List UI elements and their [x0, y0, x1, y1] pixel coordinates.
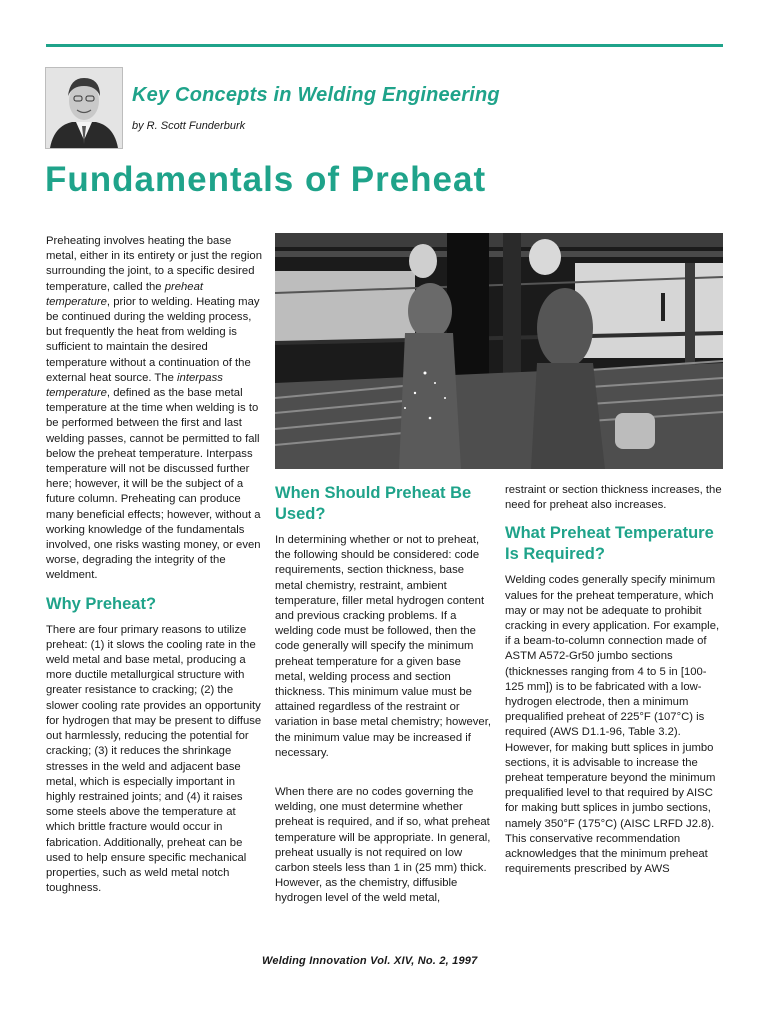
- term-interpass-temperature: interpass temperature: [46, 371, 223, 400]
- what-paragraph: Welding codes generally specify minimum values for the preheat temperature, which may or may not be adequate to prohibit cracking in every application. For example, if a beam-to-column connection made of ASTM A572-Gr50 jumbo sections (thicknesses ranging from 4 to 5 in [100-125 mm]) is to be fabricated with a low-hydrogen electrode, then a minimum prequalified preheat of 225°F (107°C) is required (AWS D1.1-96, Table 3.2). However, for making butt splices in jumbo sections, it is advisable to increase the preheat temperature beyond the minimum prequalified level to that required by AISC for making butt splices in jumbo sections, namely 350°F (175°C) (AISC LRFD J2.8). This conservative recommendation acknowledges that the minimum preheat requirements prescribed by AWS: [505, 574, 720, 876]
- when-paragraph-1: In determining whether or not to preheat, the following should be considered: code requirements, section thickness, base metal chemistry, restraint, ambient temperature, filler metal hydrogen content and previous cracking problems. If a welding code must be followed, then the code generally will specify the minimum preheat temperature for a given base metal, welding process and section thickness. This minimum value must be attained regardless of the restraint or variation in base metal chemistry; however, the minimum value may be increased if necessary.: [275, 534, 491, 759]
- column-1: [46, 234, 264, 896]
- column-2: [275, 483, 494, 907]
- when-paragraph-2: When there are no codes governing the welding, one must determine whether preheat is required, and if so, what preheat temperature will be appropriate. In general, preheat usually is not required on low carbon steels less than 1 in (25 mm) thick. However, as the chemistry, diffusible hydrogen level of the weld metal,: [275, 786, 491, 905]
- intro-text: Preheating involves heating the base metal, either in its entirety or just the region surrounding the joint, to a specific desired temperature, called the: [46, 235, 262, 293]
- author-photo: [45, 67, 123, 149]
- top-rule: [46, 44, 723, 47]
- heading-why-preheat: Why Preheat?: [46, 594, 157, 613]
- footer-citation: Welding Innovation Vol. XIV, No. 2, 1997: [262, 955, 478, 967]
- term-preheat-temperature: preheat temperature: [46, 280, 204, 308]
- continued-paragraph: restraint or section thickness increases, the need for preheat also increases.: [505, 484, 722, 512]
- byline: by R. Scott Funderburk: [132, 120, 246, 132]
- page-title: Fundamentals of Preheat: [45, 160, 487, 199]
- welders-photo: [275, 233, 723, 469]
- why-paragraph: There are four primary reasons to utilize preheat: (1) it slows the cooling rate in the weld metal and base metal, producing a more ductile metallurgical structure with greater resistance to cracking; (2) the slower cooling rate provides an opportunity for hydrogen that may be present to diffuse out harmlessly, reducing the potential for cracking; (3) it reduces the shrinkage stresses in the weld and adjacent base metal, which is especially important in highly restrained joints; and (4) it raises some steels above the temperature at which brittle fracture would occur in fabrication. Additionally, preheat can be used to help ensure specific mechanical properties, such as weld metal notch toughness.: [46, 623, 262, 895]
- intro-text: , defined as the base metal temperature at the time when welding is to be performed between the first and last welding passes, cannot be permitted to fall below the preheat temperature. Interpass temperature will not be discussed further here; however, it will be the subject of a future column. Preheating can produce many beneficial effects; however, without a working knowledge of the fundamentals involved, one risks wasting money, or even worse, degrading the integrity of the weldment.: [46, 387, 261, 582]
- column-3: [505, 483, 725, 877]
- heading-when-preheat: When Should Preheat Be Used?: [275, 484, 472, 523]
- intro-text: , prior to welding. Heating may be continued during the welding process, but frequently the heat from welding is sufficient to maintain the desired temperature without a continuation of the external heat source. The: [46, 295, 260, 384]
- heading-what-temperature: What Preheat Temperature Is Required?: [505, 524, 714, 564]
- series-title: Key Concepts in Welding Engineering: [132, 84, 500, 106]
- intro-paragraph: [46, 234, 264, 584]
